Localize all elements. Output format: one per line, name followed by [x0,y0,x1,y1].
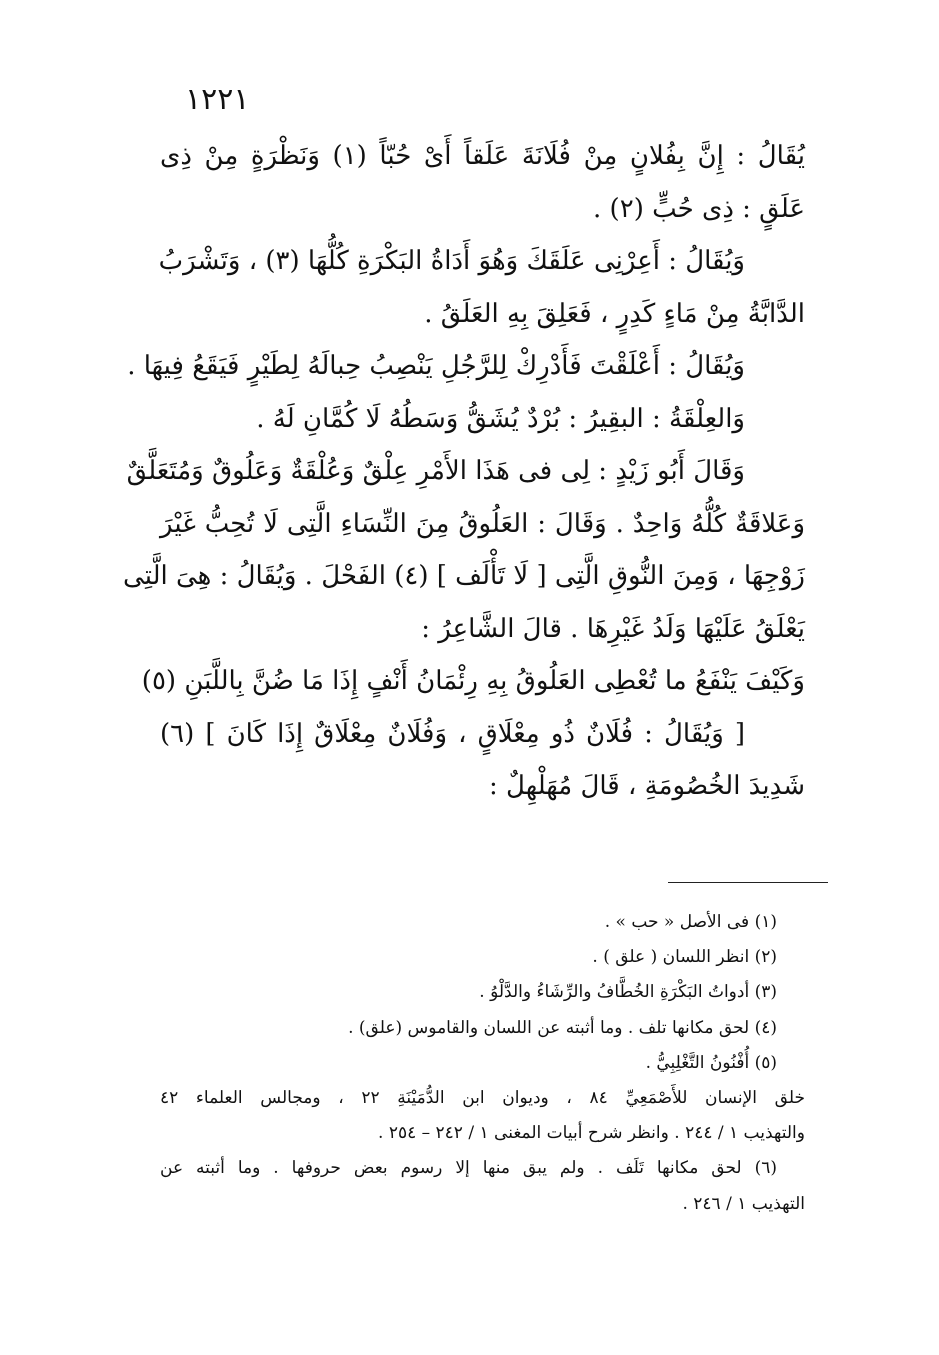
text-line: [ وَيُقَالُ : فُلَانٌ ذُو مِعْلَاقٍ ، وَفُلَانٌ مِعْلَاقٌ إِذَا كَانَ ] (٦) [160,718,745,749]
footnote-line: التهذيب ١ / ٢٤٦ . [682,1193,805,1214]
text-line: الدَّابَّةُ مِنْ مَاءٍ كَدِرٍ ، فَعَلِقَ بِهِ العَلَقُ . [424,298,805,329]
page-number: ١٢٢١ [185,82,250,117]
text-line: وَعَلاقَةٌ كُلُّهُ وَاحِدٌ . وَقَالَ : العَلُوقُ مِنَ النِّسَاءِ الَّتِى لَا تُحِبُّ غَيْرَ [160,508,805,539]
text-line: وَكَيْفَ يَنْفَعُ ما تُعْطِى العَلُوقُ بِهِ رِئْمَانُ أَنْفٍ إِذَا مَا ضُنَّ بِاللَّبَنِ (٥) [141,666,805,696]
footnote-separator [668,882,828,883]
text-line: وَيُقَالُ : أَعِرْنِى عَلَقَكَ وَهُوَ أَدَاةُ البَكْرَةِ كُلُّهَا (٣) ، وَتَشْرَبُ [158,246,745,276]
footnote-line: خلق الإنسان للأَصْمَعِيِّ ٨٤ ، وديوان ابن الدُّمَيْنَةِ ٢٢ ، ومجالس العلماء ٤٢ [160,1087,805,1108]
footnote-line: (٢) انظر اللسان ( علق ) . [592,947,777,968]
text-line: وَالعِلْقَةُ : البقِيرُ : بُرْدٌ يُشَقُّ وَسَطُهُ لَا كُمَّانِ لَهُ . [256,403,745,434]
text-line: يَعْلَقُ عَلَيْهَا وَلَدُ غَيْرِهَا . قالَ الشَّاعِرُ : [421,613,805,644]
text-line: يُقَالُ : إِنَّ بِفُلانٍ مِنْ فُلَانَةَ عَلَقاً أَىْ حُبّاً (١) وَنَظْرَةٍ مِنْ ذِى [160,141,805,171]
footnote-line: والتهذيب ١ / ٢٤٤ . وانظر شرح أبيات المغنى ١ / ٢٤٢ – ٢٥٤ . [378,1123,805,1144]
footnotes [160,905,805,1222]
footnote-line: (٣) أدواتُ البَكْرَةِ الخُطَّافُ والرِّشَاءُ والدَّلْوُ . [479,982,777,1003]
text-line: وَيُقَالُ : أَعْلَقْتَ فَأَدْرِكْ لِلرَّجُلِ يَنْصِبُ حِبالَهُ لِطَيْرٍ فَيَقَعُ فِيهَا . [127,351,745,381]
footnote-line: (٦) لحق مكانها تَلَف . ولم يبق منها إلا رسوم بعض حروفها . وما أثبته عن [160,1158,777,1179]
main-text [123,130,805,813]
text-line: زَوْجِهَا ، وَمِنَ النُّوقِ الَّتِى [ لَا تَأْلَف ] (٤) الفَحْلَ . وَيُقَالُ : هِىَ الَّتِى [123,561,805,591]
text-line: عَلَقٍ : ذِى حُبٍّ (٢) . [593,193,805,224]
text-line: وَقَالَ أَبُو زَيْدٍ : لِى فى هَذَا الأَمْرِ عِلْقٌ وَعُلْقَةٌ وَعَلُوقٌ وَمُتَعَلَّقٌ [126,456,745,486]
footnote-line: (٤) لحق مكانها تلف . وما أثبته عن اللسان والقاموس (علق) . [348,1017,777,1038]
footnote-line: (٥) أُفْنُونُ التَّغْلِبِيُّ . [645,1052,777,1073]
text-line: شَدِيدَ الخُصُومَةِ ، قَالَ مُهَلْهِلٌ : [489,771,805,801]
footnote-line: (١) فى الأصل « حب » . [604,912,777,932]
